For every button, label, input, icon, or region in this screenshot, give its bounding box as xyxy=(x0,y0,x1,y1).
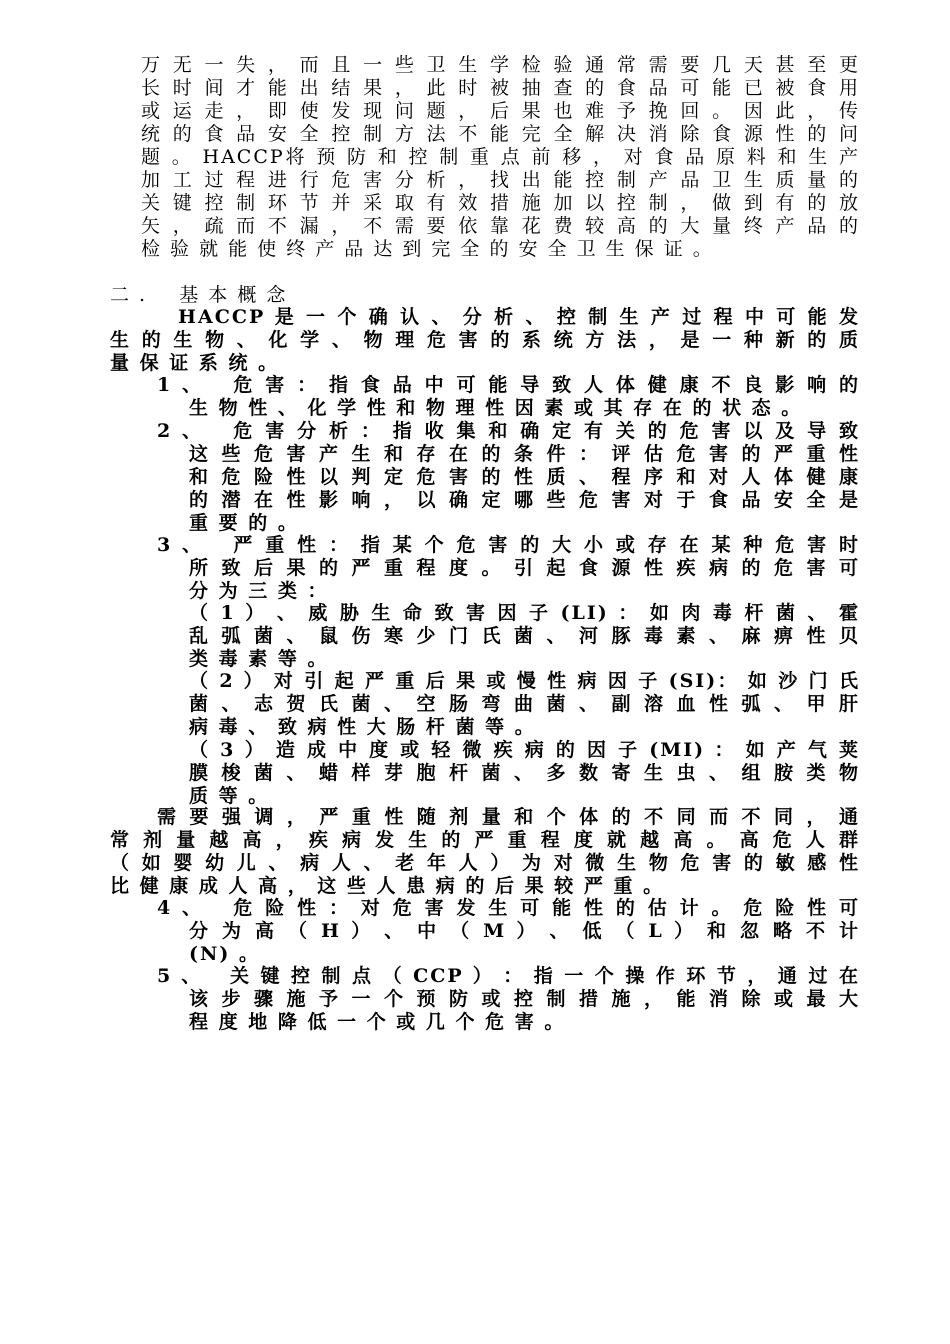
item-3-line: 所 致 后 果 的 严 重 程 度 。 引 起 食 源 性 疾 病 的 危 害 可 xyxy=(189,557,860,579)
emphasis-first xyxy=(157,806,860,829)
section-heading-text: 二 . 基 本 概 念 xyxy=(110,284,288,306)
item-2-rest xyxy=(189,443,860,535)
item-4-rest xyxy=(189,920,860,966)
item-2-line: 的 潜 在 性 影 响 ， 以 确 定 哪 些 危 害 对 于 食 品 安 全 是 xyxy=(189,489,860,511)
item-4-line: (N) 。 xyxy=(189,943,260,965)
intro-line: 加 工 过 程 进 行 危 害 分 析 ， 找 出 能 控 制 产 品 卫 生 质 量 的 xyxy=(141,169,860,191)
item-1-first xyxy=(157,374,860,397)
item-3-first xyxy=(157,534,860,557)
intro-line: 长 时 间 才 能 出 结 果 ， 此 时 被 抽 查 的 食 品 可 能 已 被 食 用 xyxy=(141,77,860,99)
intro-line: 万 无 一 失 ， 而 且 一 些 卫 生 学 检 验 通 常 需 要 几 天 甚 至 更 xyxy=(141,54,860,76)
item-1-rest xyxy=(189,397,860,420)
emphasis-line: 常 剂 量 越 高 ， 疾 病 发 生 的 严 重 程 度 就 越 高 。 高 危 人 群 xyxy=(110,829,860,851)
emphasis-line: 需 要 强 调 ， 严 重 性 随 剂 量 和 个 体 的 不 同 而 不 同 ， 通 xyxy=(157,806,860,828)
item-5-first xyxy=(157,965,860,988)
item-2-line: 重 要 的 。 xyxy=(189,512,299,534)
item-4-first xyxy=(157,897,860,920)
sub-item-2-line: （ 2 ） 对 引 起 严 重 后 果 或 慢 性 病 因 子 (SI)： 如 沙 门 氏 xyxy=(189,670,860,692)
item-4-line: 分 为 高 （ H ） 、 中 （ M ） 、 低 （ L ） 和 忽 略 不 计 xyxy=(189,920,860,942)
sub-item-3 xyxy=(189,739,860,808)
item-2-first xyxy=(157,420,860,443)
sub-item-1-line: 类 毒 素 等 。 xyxy=(189,648,329,670)
emphasis-line: 比 健 康 成 人 高 ， 这 些 人 患 病 的 后 果 较 严 重 。 xyxy=(110,875,665,897)
sub-item-2 xyxy=(189,670,860,739)
section-heading xyxy=(110,284,510,307)
emphasis-line: （ 如 婴 幼 儿 、 病 人 、 老 年 人 ） 为 对 微 生 物 危 害 的 敏 感 性 xyxy=(110,852,860,874)
intro-line: 检 验 就 能 使 终 产 品 达 到 完 全 的 安 全 卫 生 保 证 。 xyxy=(141,238,714,260)
sub-item-3-line: （ 3 ） 造 成 中 度 或 轻 微 疾 病 的 因 子 (MI) ： 如 产 气 荚 xyxy=(189,739,860,761)
item-4-line: 4 、 危 险 性 ： 对 危 害 发 生 可 能 性 的 估 计 。 危 险 性 可 xyxy=(157,897,860,919)
intro-line: 或 运 走 ， 即 使 发 现 问 题 ， 后 果 也 难 予 挽 回 。 因 此 ， 传 xyxy=(141,100,860,122)
intro-line: 统 的 食 品 安 全 控 制 方 法 不 能 完 全 解 决 消 除 食 源 性 的 问 xyxy=(141,123,860,145)
definition-line: 量 保 证 系 统 。 xyxy=(110,352,280,374)
item-2-line: 2 、 危 害 分 析 ： 指 收 集 和 确 定 有 关 的 危 害 以 及 导 致 xyxy=(157,420,860,442)
item-5-line: 程 度 地 降 低 一 个 或 几 个 危 害 。 xyxy=(189,1011,566,1033)
item-5-line: 5 、 关 键 控 制 点 （ CCP ） ： 指 一 个 操 作 环 节 ， 通 过 在 xyxy=(157,965,860,987)
emphasis-rest xyxy=(110,829,860,898)
sub-item-3-line: 质 等 。 xyxy=(189,785,270,807)
item-3-line: 分 为 三 类 ： xyxy=(189,580,329,602)
sub-item-3-line: 膜 梭 菌 、 蜡 样 芽 胞 杆 菌 、 多 数 寄 生 虫 、 组 胺 类 物 xyxy=(189,762,860,784)
haccp-definition-first-line xyxy=(178,306,860,329)
intro-line: 题 。 HACCP将 预 防 和 控 制 重 点 前 移 ， 对 食 品 原 料 和 生 产 xyxy=(141,146,860,168)
intro-line: 关 键 控 制 环 节 并 采 取 有 效 措 施 加 以 控 制 ， 做 到 有 的 放 xyxy=(141,192,860,214)
item-3-rest xyxy=(189,557,860,603)
item-5-line: 该 步 骤 施 予 一 个 预 防 或 控 制 措 施 ， 能 消 除 或 最 大 xyxy=(189,988,860,1010)
sub-item-1 xyxy=(189,602,860,671)
intro-line: 矢 ， 疏 而 不 漏 ， 不 需 要 依 靠 花 费 较 高 的 大 量 终 产 品 的 xyxy=(141,215,860,237)
item-1-line: 生 物 性 、 化 学 性 和 物 理 性 因 素 或 其 存 在 的 状 态 。 xyxy=(189,397,803,419)
item-5-rest xyxy=(189,988,860,1034)
sub-item-2-line: 菌 、 志 贺 氏 菌 、 空 肠 弯 曲 菌 、 副 溶 血 性 弧 、 甲 肝 xyxy=(189,693,860,715)
sub-item-1-line: （ 1 ） 、 威 胁 生 命 致 害 因 子 (LI) ： 如 肉 毒 杆 菌 、 霍 xyxy=(189,602,860,624)
item-2-line: 这 些 危 害 产 生 和 存 在 的 条 件 ： 评 估 危 害 的 严 重 性 xyxy=(189,443,860,465)
sub-item-2-line: 病 毒 、 致 病 性 大 肠 杆 菌 等 。 xyxy=(189,716,536,738)
sub-item-1-line: 乱 弧 菌 、 鼠 伤 寒 少 门 氏 菌 、 河 豚 毒 素 、 麻 痹 性 贝 xyxy=(189,625,860,647)
item-1-line: 1 、 危 害 ： 指 食 品 中 可 能 导 致 人 体 健 康 不 良 影 响 的 xyxy=(157,374,860,396)
definition-line: 生 的 生 物 、 化 学 、 物 理 危 害 的 系 统 方 法 ， 是 一 种 新 的 质 xyxy=(110,329,860,351)
haccp-definition-rest xyxy=(110,329,860,375)
item-2-line: 和 危 险 性 以 判 定 危 害 的 性 质 、 程 序 和 对 人 体 健 康 xyxy=(189,466,860,488)
definition-line: HACCP 是 一 个 确 认 、 分 析 、 控 制 生 产 过 程 中 可 能 发 xyxy=(178,306,860,328)
intro-paragraph xyxy=(141,54,860,261)
item-3-line: 3 、 严 重 性 ： 指 某 个 危 害 的 大 小 或 存 在 某 种 危 害 时 xyxy=(157,534,860,556)
